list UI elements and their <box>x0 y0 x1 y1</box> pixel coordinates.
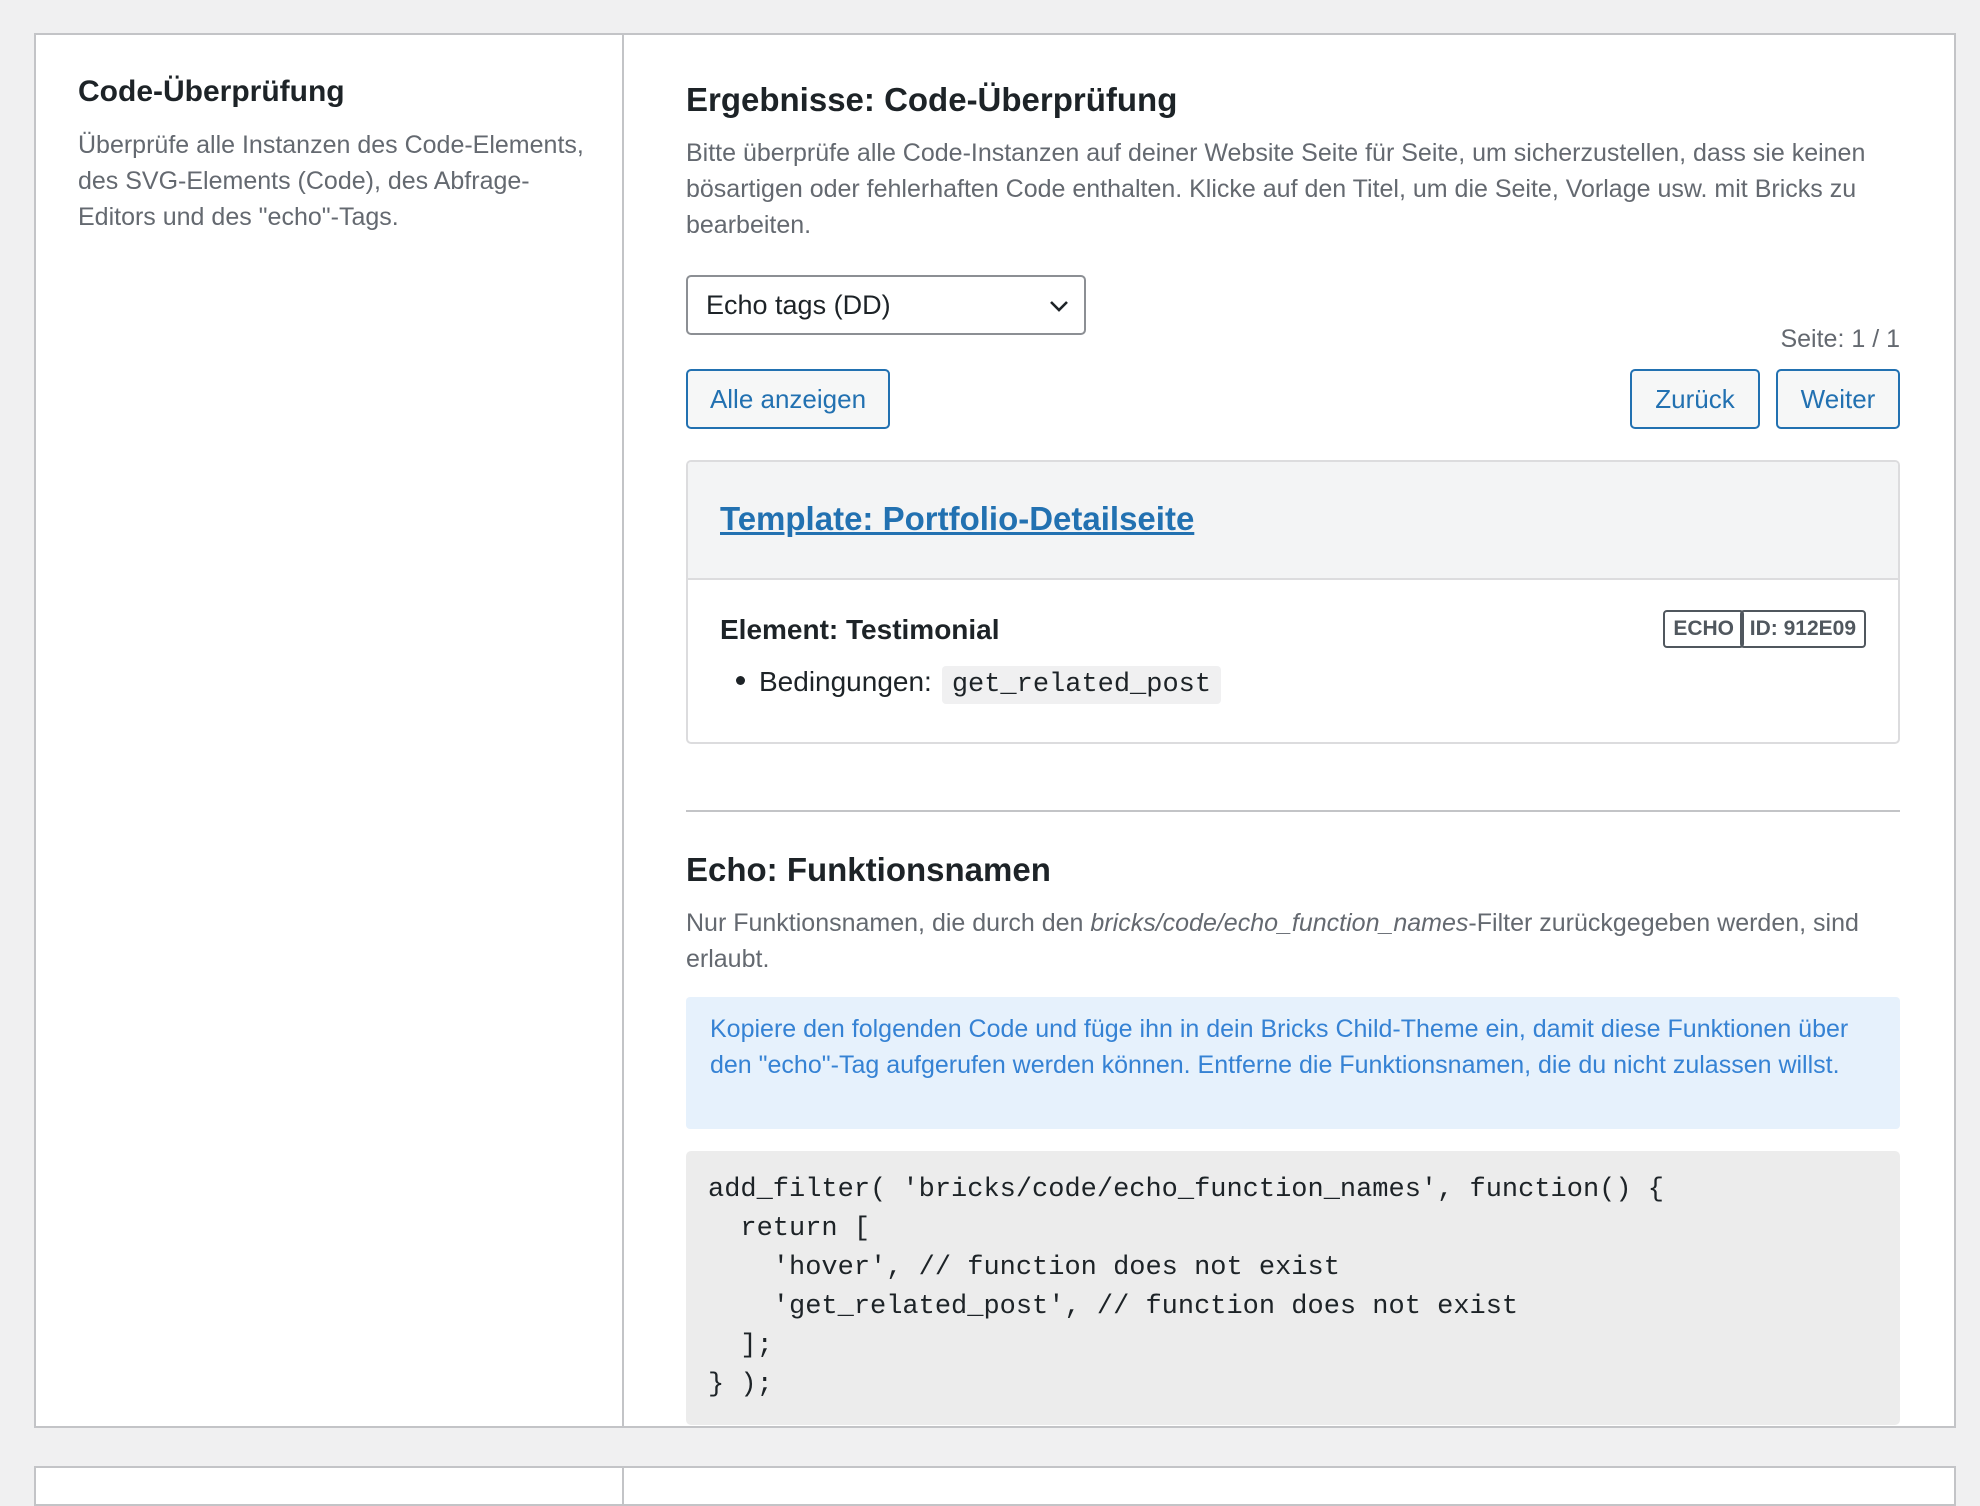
condition-code: get_related_post <box>942 666 1221 704</box>
back-button[interactable]: Zurück <box>1630 369 1760 429</box>
condition-item <box>736 662 1221 705</box>
section-title: Code-Überprüfung <box>78 75 345 108</box>
bullet-icon <box>736 676 745 685</box>
echo-title: Echo: Funktionsnamen <box>686 851 1051 888</box>
show-all-button[interactable]: Alle anzeigen <box>686 369 890 429</box>
echo-desc-text: Nur Funktionsnamen, die durch den <box>686 909 1091 937</box>
divider <box>686 810 1900 812</box>
echo-desc-text-end: -Filter zurückgegeben werden, sind erlaubt. <box>686 909 1859 973</box>
page-indicator: Seite: 1 / 1 <box>1780 325 1900 353</box>
column-divider <box>622 35 624 1426</box>
echo-filter-name: bricks/code/echo_function_names <box>1090 909 1469 937</box>
result-card <box>686 460 1900 744</box>
select-value: Echo tags (DD) <box>706 290 891 320</box>
result-card-header <box>688 462 1898 580</box>
condition-label: Bedingungen: <box>759 666 932 697</box>
next-settings-panel <box>34 1466 1956 1506</box>
results-title: Ergebnisse: Code-Überprüfung <box>686 81 1178 118</box>
column-divider <box>622 1468 624 1504</box>
type-badge: ECHO <box>1663 610 1744 648</box>
next-button[interactable]: Weiter <box>1776 369 1900 429</box>
settings-panel <box>34 33 1956 1428</box>
section-description: Überprüfe alle Instanzen des Code-Elements, des SVG-Elements (Code), des Abfrage-Editors und des "echo"-Tags. <box>78 131 584 231</box>
code-type-select[interactable] <box>686 275 1086 335</box>
template-link[interactable]: Template: Portfolio-Detailseite <box>720 500 1195 537</box>
element-label: Element: Testimonial <box>720 614 1000 645</box>
echo-description <box>686 905 1900 977</box>
results-description: Bitte überprüfe alle Code-Instanzen auf deiner Website Seite für Seite, um sicherzustellen, dass sie keinen bösartigen oder fehlerhaften Code enthalten. Klicke auf den Titel, um die Seite, Vorlage usw. mit Bricks zu bearbeiten. <box>686 139 1866 239</box>
code-snippet[interactable]: add_filter( 'bricks/code/echo_function_names', function() { return [ 'hover', // function does not exist 'get_related_post', // function does not exist ]; } ); <box>686 1151 1900 1425</box>
info-notice: Kopiere den folgenden Code und füge ihn in dein Bricks Child-Theme ein, damit diese Funktionen über den "echo"-Tag aufgerufen werden können. Entferne die Funktionsnamen, die du nicht zulassen willst. <box>686 997 1900 1129</box>
id-badge: ID: 912E09 <box>1740 610 1866 648</box>
chevron-down-icon <box>1048 295 1070 317</box>
